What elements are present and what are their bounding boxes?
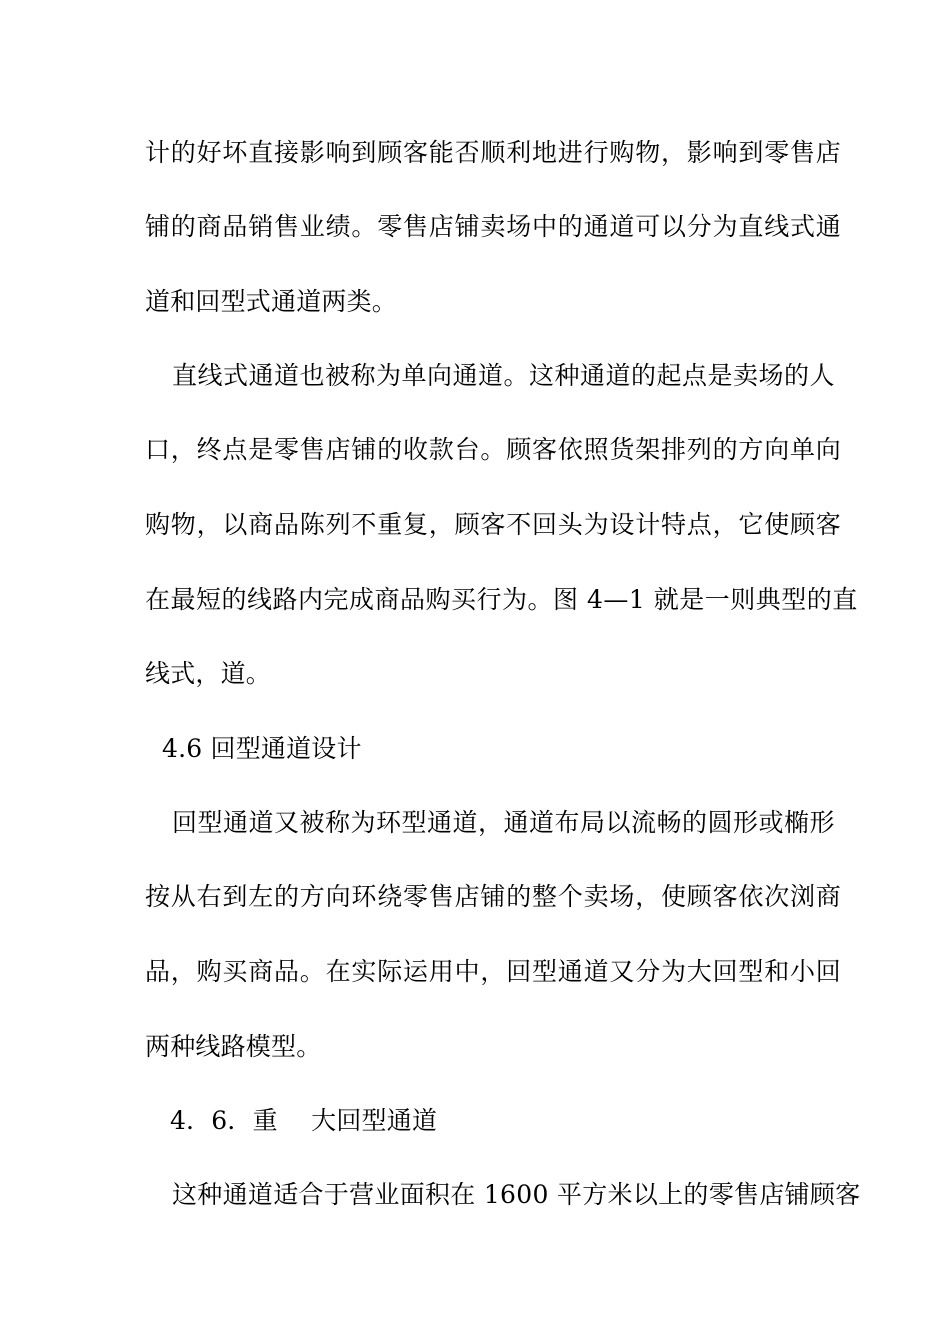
paragraph-line: 直线式通道也被称为单向通道。这种通道的起点是卖场的人 [172, 361, 836, 390]
paragraph-line: 这种通道适合于营业面积在 1600 平方米以上的零售店铺顾客 [172, 1180, 861, 1209]
section-heading: 4.6 回型通道设计 [162, 734, 362, 763]
paragraph-line: 线式，道。 [145, 659, 272, 688]
paragraph-line: 购物，以商品陈列不重复，顾客不回头为设计特点，它使顾客 [145, 510, 842, 539]
subsection-heading: 4．6．重 大回型通道 [170, 1106, 438, 1135]
paragraph-line: 回型通道又被称为环型通道，通道布局以流畅的圆形或椭形 [172, 808, 836, 837]
paragraph-line: 两种线路模型。 [145, 1032, 322, 1061]
paragraph-line: 铺的商品销售业绩。零售店铺卖场中的通道可以分为直线式通 [145, 212, 842, 241]
paragraph-line: 口，终点是零售店铺的收款台。顾客依照货架排列的方向单向 [145, 435, 842, 464]
paragraph-line: 计的好坏直接影响到顾客能否顺利地进行购物，影响到零售店 [145, 138, 842, 167]
paragraph-line: 道和回型式通道两类。 [145, 287, 398, 316]
paragraph-line: 品，购买商品。在实际运用中，回型通道又分为大回型和小回 [145, 957, 842, 986]
paragraph-line: 在最短的线路内完成商品购买行为。图 4—1 就是一则典型的直 [145, 585, 858, 614]
paragraph-line: 按从右到左的方向环绕零售店铺的整个卖场，使顾客依次浏商 [145, 882, 842, 911]
